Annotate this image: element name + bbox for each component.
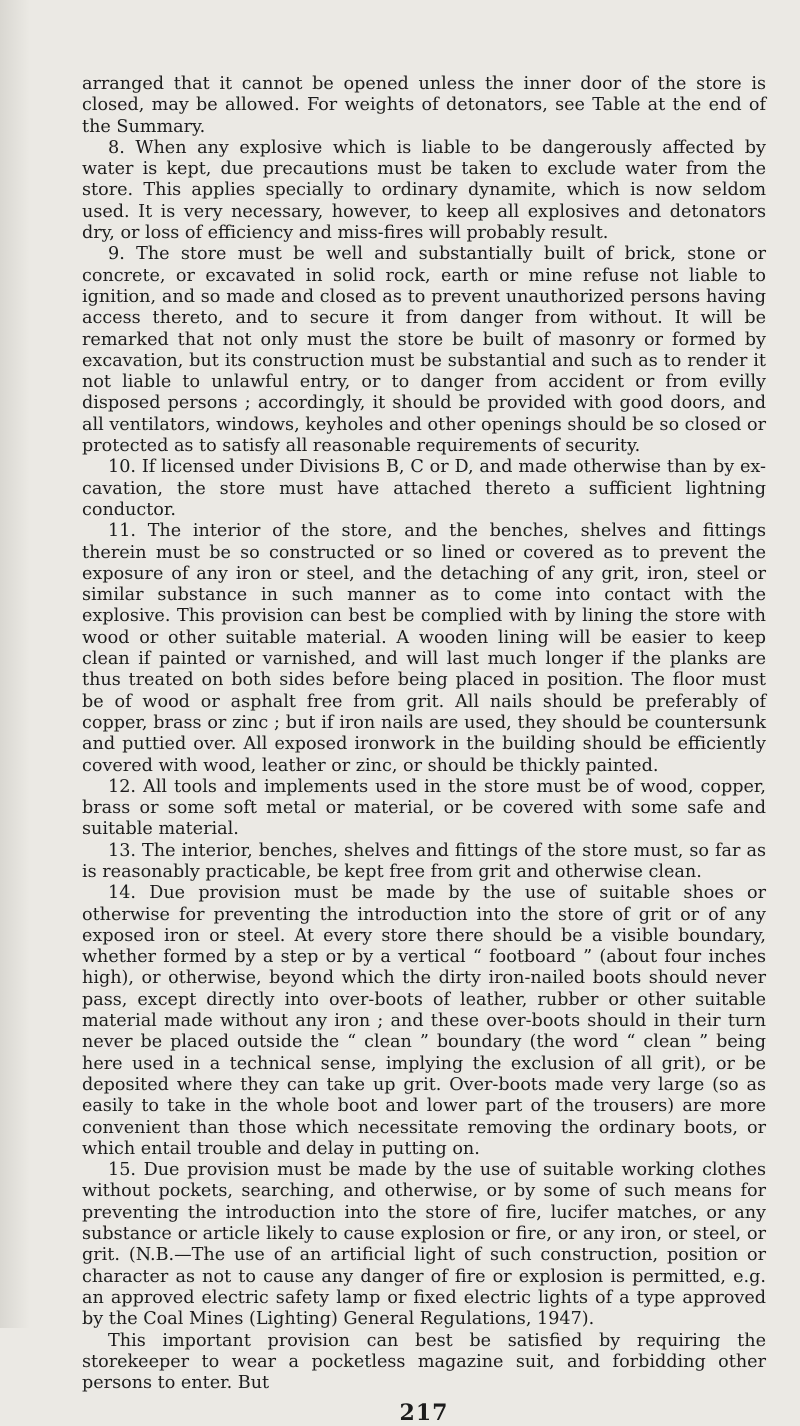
paragraph-15: 15. Due provision must be made by the use of suitable working clothes without pockets, searching, and otherwise, or by some of such means for preventing the introduction into the store of fire, lucifer matches, or any substance or article likely to cause explosion or fire, or any iron, or steel, or grit. (N.B.—The use of an artificial light of such construction, position or character as not to cause any danger of fire or explosion is permitted, e.g. an approved electric safety lamp or fixed electric lights of a type approved by the Coal Mines (Lighting) General Regulations, 1947). [82,1160,766,1330]
paragraph-13: 13. The interior, benches, shelves and fittings of the store must, so far as is reasonably practicable, be kept free from grit and otherwise clean. [82,840,766,882]
paragraph-9: 9. The store must be well and substantially built of brick, stone or concrete, or excavated in solid rock, earth or mine refuse not liable to ignition, and so made and closed as to prevent unauthorized persons having access thereto, and to secure it from danger from without. It will be remarked that not only must the store be built of masonry or formed by excavation, but its construction must be substantial and such as to render it not liable to unlawful entry, or to danger from accident or from evilly disposed persons ; accordingly, it should be provided with good doors, and all ventilators, windows, keyholes and other openings should be so closed or protected as to satisfy all reasonable requirements of security. [82,244,766,457]
paragraph-continuation: arranged that it cannot be opened unless the inner door of the store is closed, may be allowed. For weights of detonators, see Table at the end of the Summary. [82,74,766,137]
paragraph-10: 10. If licensed under Divisions B, C or D, and made otherwise than by ex- cavation, the store must have attached thereto a sufficient lightning conductor. [82,457,766,520]
body-text [82,74,766,1394]
paragraph-8: 8. When any explosive which is liable to be dangerously affected by water is kept, due precautions must be taken to exclude water from the store. This applies specially to ordinary dynamite, which is now seldom used. It is very necessary, however, to keep all explosives and detonators dry, or loss of efficiency and miss-fires will probably result. [82,137,766,244]
paragraph-12: 12. All tools and implements used in the store must be of wood, copper, brass or some soft metal or material, or be covered with some safe and suitable material. [82,776,766,840]
paragraph-15-note: This important provision can best be satisfied by requiring the storekeeper to wear a pocketless magazine suit, and forbidding other persons to enter. But [82,1330,766,1394]
paragraph-14: 14. Due provision must be made by the use of suitable shoes or otherwise for preventing the introduction into the store of grit or of any exposed iron or steel. At every store there should be a visible boundary, whether formed by a step or by a vertical “ footboard ” (about four inches high), or otherwise, beyond which the dirty iron-nailed boots should never pass, except directly into over-boots of leather, rubber or other suitable material made without any iron ; and these over-boots should in their turn never be placed outside the “ clean ” boundary (the word “ clean ” being here used in a technical sense, implying the exclusion of all grit), or be deposited where they can take up grit. Over-boots made very large (so as easily to take in the whole boot and lower part of the trousers) are more convenient than those which necessitate removing the ordinary boots, or which entail trouble and delay in putting on. [82,883,766,1159]
paragraph-11: 11. The interior of the store, and the benches, shelves and fittings therein must be so constructed or so lined or covered as to prevent the exposure of any iron or steel, and the detaching of any grit, iron, steel or similar substance in such manner as to come into contact with the explosive. This provision can best be complied with by lining the store with wood or other suitable material. A wooden lining will be easier to keep clean if painted or varnished, and will last much longer if the planks are thus treated on both sides before being placed in position. The floor must be of wood or asphalt free from grit. All nails should be preferably of copper, brass or zinc ; but if iron nails are used, they should be countersunk and puttied over. All exposed ironwork in the building should be efficiently covered with wood, leather or zinc, or should be thickly painted. [82,521,766,776]
page-gutter-shadow [0,0,30,1328]
page-number: 217 [399,1400,449,1426]
